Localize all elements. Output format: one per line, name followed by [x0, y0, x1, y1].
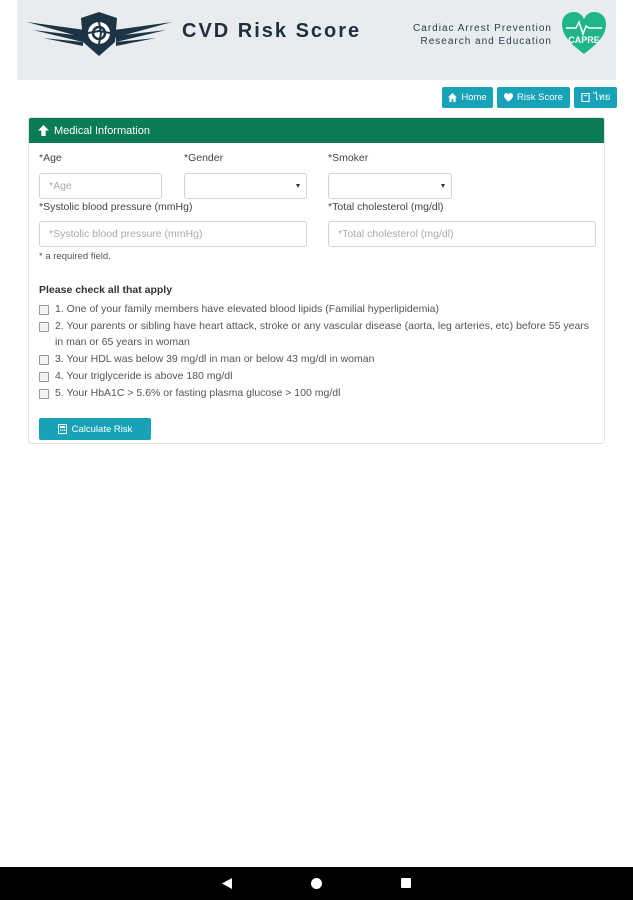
- checkbox[interactable]: [39, 372, 49, 382]
- language-button[interactable]: [574, 87, 617, 108]
- medical-information-panel: [28, 117, 605, 444]
- cholesterol-input[interactable]: [328, 221, 596, 247]
- checkbox[interactable]: [39, 322, 49, 332]
- checkbox[interactable]: [39, 389, 49, 399]
- smoker-label: *Smoker: [328, 152, 369, 164]
- home-icon: [448, 93, 457, 102]
- panel-heading-text: Medical Information: [54, 124, 150, 137]
- capre-heart-logo: [560, 10, 608, 58]
- cholesterol-placeholder: *Total cholesterol (mg/dl): [338, 228, 454, 240]
- calculate-risk-label: Calculate Risk: [71, 423, 133, 435]
- age-label: *Age: [39, 152, 62, 164]
- winged-shield-logo: [27, 8, 172, 58]
- risk-score-button-label: Risk Score: [517, 92, 563, 103]
- risk-factor-5[interactable]: [39, 385, 599, 401]
- home-button[interactable]: [442, 87, 493, 108]
- checklist-title: Please check all that apply: [39, 284, 173, 296]
- risk-factor-3[interactable]: [39, 351, 599, 367]
- org-line-2: Research and Education: [420, 36, 552, 47]
- risk-factor-1-text: 1. One of your family members have elevated blood lipids (Familial hyperlipidemia): [55, 303, 440, 315]
- panel-heading: [29, 118, 604, 143]
- risk-factor-3-text: 3. Your HDL was below 39 mg/dl in man or below 43 mg/dl in woman: [55, 353, 375, 365]
- home-button-label: Home: [461, 92, 487, 103]
- app-header: [17, 0, 616, 80]
- required-note: * a required field.: [39, 251, 111, 262]
- caret-down-icon: [441, 184, 445, 188]
- checkbox[interactable]: [39, 305, 49, 315]
- sbp-label: *Systolic blood pressure (mmHg): [39, 201, 193, 213]
- book-icon: [581, 93, 590, 102]
- sbp-placeholder: *Systolic blood pressure (mmHg): [49, 228, 203, 240]
- org-line-1: Cardiac Arrest Prevention: [413, 23, 552, 34]
- risk-factor-2[interactable]: [39, 318, 599, 350]
- cholesterol-label: *Total cholesterol (mg/dl): [328, 201, 444, 213]
- risk-factor-1[interactable]: [39, 301, 599, 317]
- gender-select[interactable]: [184, 173, 307, 199]
- home-nav-icon[interactable]: [311, 878, 322, 889]
- caret-down-icon: [296, 184, 300, 188]
- gender-label: *Gender: [184, 152, 224, 164]
- system-navigation-bar: [0, 867, 633, 900]
- language-button-label: ไทย: [593, 92, 611, 103]
- recent-apps-icon[interactable]: [401, 878, 411, 888]
- risk-factor-5-text: 5. Your HbA1C > 5.6% or fasting plasma glucose > 100 mg/dl: [55, 387, 341, 399]
- risk-factor-4-text: 4. Your triglyceride is above 180 mg/dl: [55, 370, 233, 382]
- heart-logo-text: CAPRE: [568, 35, 600, 45]
- app-title: CVD Risk Score: [182, 20, 362, 42]
- age-input[interactable]: [39, 173, 162, 199]
- risk-score-button[interactable]: [497, 87, 570, 108]
- calculator-icon: [58, 424, 67, 434]
- calculate-risk-button[interactable]: [39, 418, 151, 440]
- checkbox[interactable]: [39, 355, 49, 365]
- sbp-input[interactable]: [39, 221, 307, 247]
- back-icon[interactable]: [222, 878, 232, 889]
- risk-factor-2-text: 2. Your parents or sibling have heart attack, stroke or any vascular disease (aorta, leg arteries, etc) before 55 years in man or 65 years in woman: [55, 320, 590, 348]
- heart-icon: [504, 93, 513, 102]
- age-placeholder: *Age: [49, 180, 72, 192]
- org-name: [402, 22, 552, 48]
- risk-factor-4[interactable]: [39, 368, 599, 384]
- smoker-select[interactable]: [328, 173, 452, 199]
- arrow-up-icon: [38, 125, 49, 136]
